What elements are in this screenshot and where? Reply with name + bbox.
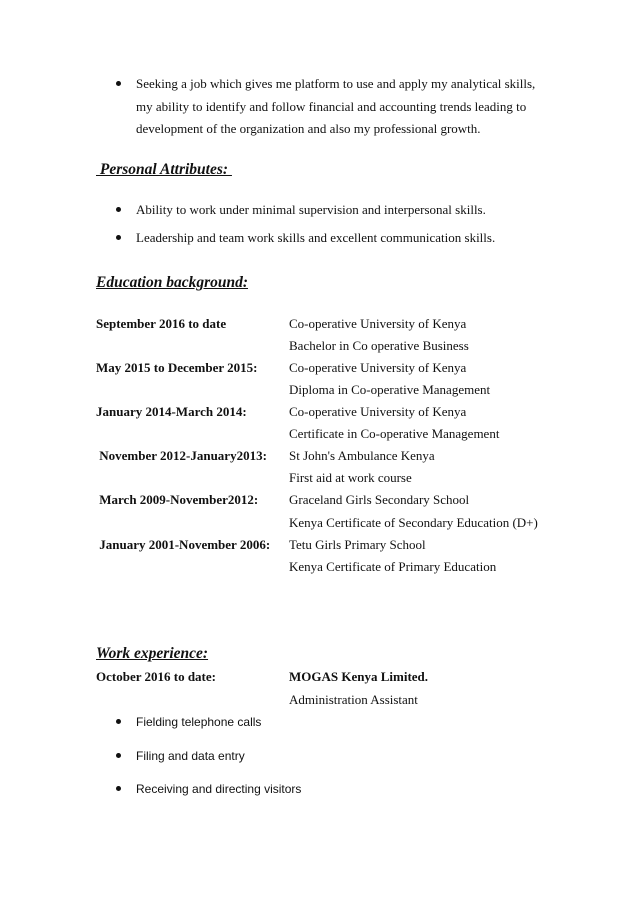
education-qualification: Diploma in Co-operative Management — [289, 382, 491, 397]
bullet-icon — [116, 719, 121, 724]
education-heading: Education background: — [96, 274, 249, 291]
list-item — [0, 227, 495, 250]
education-institution: St John's Ambulance Kenya — [289, 448, 435, 463]
education-qualification: Bachelor in Co operative Business — [289, 338, 469, 353]
education-qualification-row — [0, 556, 638, 578]
work-employer: MOGAS Kenya Limited. — [289, 669, 429, 684]
education-date: January 2014-March 2014: — [96, 404, 247, 419]
education-entry — [0, 401, 638, 423]
education-qualification: Kenya Certificate of Secondary Education (D+) — [289, 515, 538, 530]
duty-text: Fielding telephone calls — [136, 715, 262, 729]
work-duties-list — [0, 711, 301, 801]
education-institution: Graceland Girls Secondary School — [289, 492, 470, 507]
list-item — [0, 778, 301, 801]
list-item — [0, 711, 301, 734]
education-entry — [0, 534, 638, 556]
education-institution: Co-operative University of Kenya — [289, 360, 467, 375]
list-item — [0, 745, 301, 768]
bullet-icon — [116, 81, 121, 86]
personal-attributes-heading: Personal Attributes: — [96, 161, 232, 178]
objective-line-3: development of the organization and also my professional growth. — [136, 121, 481, 136]
work-date: October 2016 to date: — [96, 669, 216, 684]
bullet-icon — [116, 753, 121, 758]
education-qualification: Certificate in Co-operative Management — [289, 426, 500, 441]
education-date: November 2012-January2013: — [96, 448, 267, 463]
education-qualification: Kenya Certificate of Primary Education — [289, 559, 497, 574]
education-qualification-row — [0, 423, 638, 445]
list-item — [0, 199, 495, 222]
attribute-text: Ability to work under minimal supervision and interpersonal skills. — [136, 202, 486, 217]
objective-list — [0, 73, 535, 141]
education-entry — [0, 489, 638, 511]
work-entry — [0, 666, 638, 688]
education-qualification-row — [0, 467, 638, 489]
work-experience-heading: Work experience: — [96, 645, 209, 662]
education-entry — [0, 445, 638, 467]
work-role-row — [0, 689, 638, 711]
objective-item — [0, 73, 535, 141]
bullet-icon — [116, 207, 121, 212]
bullet-icon — [116, 235, 121, 240]
education-date: May 2015 to December 2015: — [96, 360, 258, 375]
attribute-text: Leadership and team work skills and excellent communication skills. — [136, 229, 496, 245]
education-qualification-row — [0, 335, 638, 357]
education-entry — [0, 313, 638, 335]
education-date: September 2016 to date — [96, 316, 227, 331]
education-qualification: First aid at work course — [289, 470, 412, 485]
objective-line-2: my ability to identify and follow financial and accounting trends leading to — [136, 98, 527, 114]
duty-text: Filing and data entry — [136, 748, 245, 763]
education-date: March 2009-November2012: — [96, 492, 259, 507]
personal-attributes-list — [0, 199, 495, 249]
duty-text: Receiving and directing visitors — [136, 782, 302, 796]
work-role: Administration Assistant — [289, 692, 418, 707]
objective-line-1: Seeking a job which gives me platform to use and apply my analytical skills, — [136, 76, 536, 91]
education-qualification-row — [0, 379, 638, 401]
education-institution: Co-operative University of Kenya — [289, 316, 467, 331]
education-institution: Tetu Girls Primary School — [289, 537, 426, 552]
education-date: January 2001-November 2006: — [96, 537, 271, 552]
education-qualification-row — [0, 512, 638, 534]
education-entry — [0, 357, 638, 379]
bullet-icon — [116, 786, 121, 791]
education-institution: Co-operative University of Kenya — [289, 404, 467, 419]
